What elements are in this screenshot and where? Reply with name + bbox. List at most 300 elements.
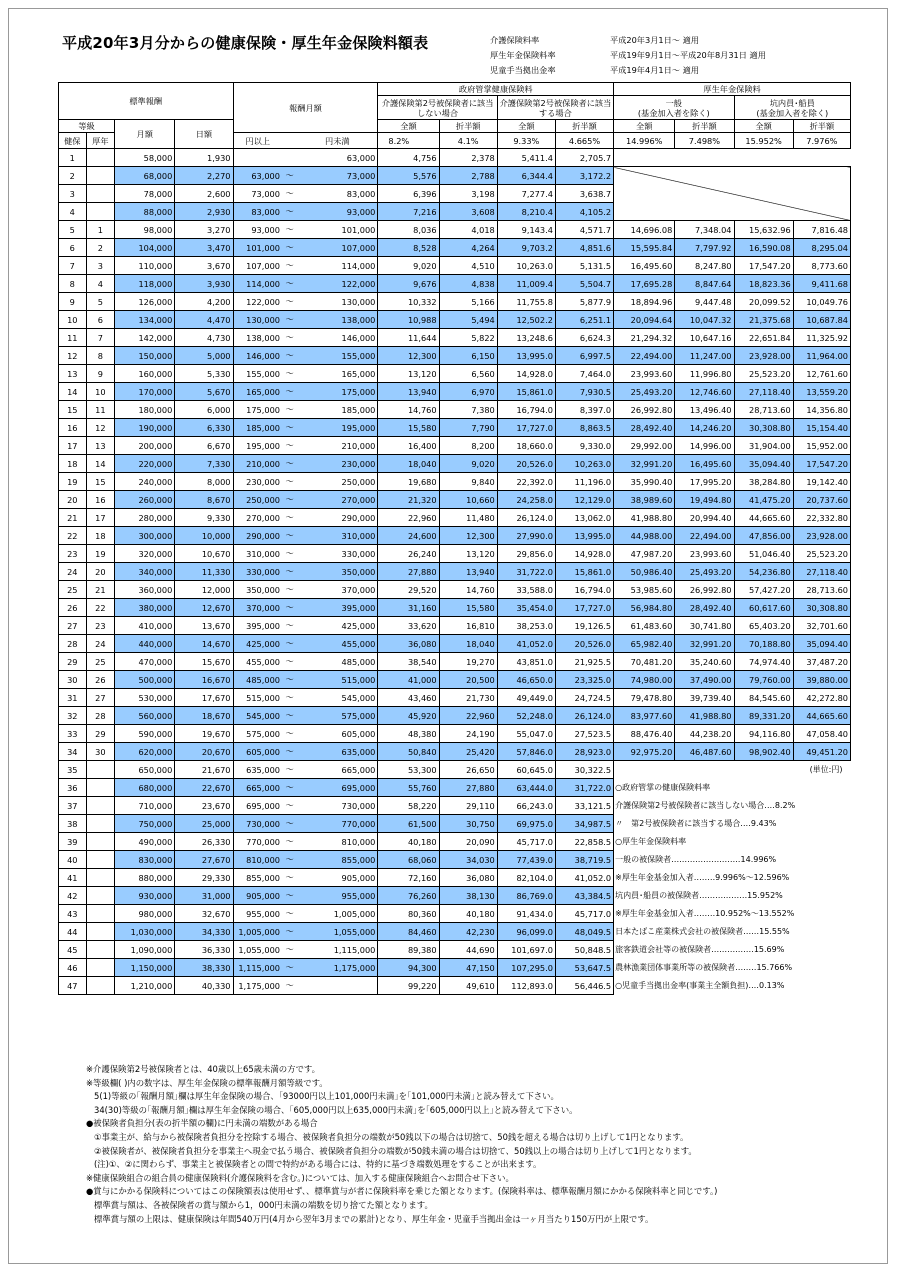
table-cell: 9,020 xyxy=(439,455,497,473)
table-cell: 43,460 xyxy=(378,689,439,707)
table-cell xyxy=(86,815,115,833)
table-cell: 25,493.20 xyxy=(614,383,675,401)
table-cell: 39 xyxy=(59,833,87,851)
table-cell: 65,982.40 xyxy=(614,635,675,653)
kounen-header: 厚年 xyxy=(86,133,115,149)
table-cell: 210,000 xyxy=(233,455,282,473)
table-cell: 14,760 xyxy=(378,401,439,419)
table-cell: 29,330 xyxy=(175,869,233,887)
table-cell: 18,040 xyxy=(378,455,439,473)
table-cell: 29 xyxy=(59,653,87,671)
table-cell: 11,247.00 xyxy=(675,347,734,365)
rate-cell: 8.2% xyxy=(378,133,439,149)
table-cell: ○厚生年金保険料率 xyxy=(614,833,851,851)
table-row xyxy=(59,743,851,761)
table-cell: 70,188.80 xyxy=(734,635,793,653)
table-cell: ～ xyxy=(282,167,297,185)
table-cell: 4,018 xyxy=(439,221,497,239)
table-cell: 23 xyxy=(59,545,87,563)
table-row xyxy=(59,797,851,815)
table-cell: 35,094.40 xyxy=(793,635,850,653)
table-cell: 11,480 xyxy=(439,509,497,527)
table-cell: 16 xyxy=(59,419,87,437)
table-cell: 260,000 xyxy=(115,491,175,509)
table-cell: 25,493.20 xyxy=(675,563,734,581)
table-cell: 28 xyxy=(86,707,115,725)
table-row xyxy=(59,581,851,599)
table-cell: 45,920 xyxy=(378,707,439,725)
table-cell: 13,062.0 xyxy=(555,509,613,527)
table-cell: 15,861.0 xyxy=(555,563,613,581)
table-cell: 19 xyxy=(86,545,115,563)
table-cell: 11 xyxy=(86,401,115,419)
table-row xyxy=(59,311,851,329)
table-row xyxy=(59,365,851,383)
table-cell: 4,510 xyxy=(439,257,497,275)
table-row xyxy=(59,329,851,347)
table-cell: 107,000 xyxy=(297,239,378,257)
table-cell: 195,000 xyxy=(233,437,282,455)
table-cell: 32,991.20 xyxy=(675,635,734,653)
table-cell: 33,588.0 xyxy=(497,581,555,599)
table-cell: 27,118.40 xyxy=(734,383,793,401)
table-cell: 24 xyxy=(59,563,87,581)
table-cell: 1,030,000 xyxy=(115,923,175,941)
table-cell: 7,790 xyxy=(439,419,497,437)
table-cell xyxy=(86,977,115,995)
table-cell: ～ xyxy=(282,869,297,887)
table-cell: 14,670 xyxy=(175,635,233,653)
table-cell: 98,000 xyxy=(115,221,175,239)
table-cell: 110,000 xyxy=(115,257,175,275)
table-cell: 11,755.8 xyxy=(497,293,555,311)
table-cell: 37,487.20 xyxy=(793,653,850,671)
table-cell: 15 xyxy=(59,401,87,419)
table-cell: 10 xyxy=(86,383,115,401)
table-cell: 12,746.60 xyxy=(675,383,734,401)
table-cell: 5,504.7 xyxy=(555,275,613,293)
table-cell: 4,105.2 xyxy=(555,203,613,221)
table-cell: 26,650 xyxy=(439,761,497,779)
table-cell: 25 xyxy=(86,653,115,671)
table-cell: 21,375.68 xyxy=(734,311,793,329)
table-cell: 50,848.5 xyxy=(555,941,613,959)
table-cell: 60,645.0 xyxy=(497,761,555,779)
table-cell: 21,730 xyxy=(439,689,497,707)
table-cell: 10,687.84 xyxy=(793,311,850,329)
table-cell: ○政府管掌の健康保険料率 xyxy=(614,779,851,797)
table-cell: 5,822 xyxy=(439,329,497,347)
table-cell: 5 xyxy=(59,221,87,239)
table-cell: ～ xyxy=(282,275,297,293)
table-cell: 13,670 xyxy=(175,617,233,635)
table-cell: 8 xyxy=(86,347,115,365)
table-cell: 20,099.52 xyxy=(734,293,793,311)
table-cell: 13,995.0 xyxy=(555,527,613,545)
table-cell: 1,210,000 xyxy=(115,977,175,995)
table-cell: 50,986.40 xyxy=(614,563,675,581)
table-cell: 165,000 xyxy=(297,365,378,383)
table-cell: ～ xyxy=(282,239,297,257)
table-cell: 19,126.5 xyxy=(555,617,613,635)
table-cell: 3,270 xyxy=(175,221,233,239)
table-cell: 19,680 xyxy=(378,473,439,491)
table-cell: 185,000 xyxy=(297,401,378,419)
table-cell: 12,300 xyxy=(439,527,497,545)
table-cell: 1,055,000 xyxy=(233,941,282,959)
table-cell: 36 xyxy=(59,779,87,797)
table-cell: 14,246.20 xyxy=(675,419,734,437)
table-cell: 7,816.48 xyxy=(793,221,850,239)
table-cell: 3,172.2 xyxy=(555,167,613,185)
table-cell: 26,240 xyxy=(378,545,439,563)
table-cell xyxy=(233,149,282,167)
table-cell: 42,230 xyxy=(439,923,497,941)
footnote: ●被保険者負担分(表の折半額の欄)に円未満の端数がある場合 xyxy=(86,1118,318,1129)
monthly-header: 月額 xyxy=(115,120,175,149)
table-cell: 3,930 xyxy=(175,275,233,293)
table-cell: 530,000 xyxy=(115,689,175,707)
table-cell: 605,000 xyxy=(297,725,378,743)
table-cell: 49,449.0 xyxy=(497,689,555,707)
table-cell: 16 xyxy=(86,491,115,509)
table-cell: ～ xyxy=(282,887,297,905)
table-cell: 25,420 xyxy=(439,743,497,761)
table-cell: 27,523.5 xyxy=(555,725,613,743)
table-cell: 22,960 xyxy=(378,509,439,527)
table-cell: 43,851.0 xyxy=(497,653,555,671)
table-cell: 24 xyxy=(86,635,115,653)
table-cell: 34,330 xyxy=(175,923,233,941)
table-cell: 2,705.7 xyxy=(555,149,613,167)
table-cell: 37 xyxy=(59,797,87,815)
table-cell: 455,000 xyxy=(297,635,378,653)
table-cell: 12,000 xyxy=(175,581,233,599)
table-cell: 905,000 xyxy=(233,887,282,905)
table-cell: 8,397.0 xyxy=(555,401,613,419)
table-cell: 26,124.0 xyxy=(497,509,555,527)
table-cell: 32,991.20 xyxy=(614,455,675,473)
table-cell: 485,000 xyxy=(233,671,282,689)
table-cell: 46,650.0 xyxy=(497,671,555,689)
table-cell: 665,000 xyxy=(297,761,378,779)
table-cell: 650,000 xyxy=(115,761,175,779)
table-cell: 38,540 xyxy=(378,653,439,671)
table-row xyxy=(59,563,851,581)
table-row xyxy=(59,635,851,653)
table-cell: 370,000 xyxy=(233,599,282,617)
table-cell: 17 xyxy=(86,509,115,527)
table-cell: 1,055,000 xyxy=(297,923,378,941)
table-cell: ～ xyxy=(282,383,297,401)
table-cell: 23,670 xyxy=(175,797,233,815)
table-cell: 300,000 xyxy=(115,527,175,545)
table-cell: 15,580 xyxy=(439,599,497,617)
table-cell: 7,216 xyxy=(378,203,439,221)
table-cell: 68,060 xyxy=(378,851,439,869)
table-cell xyxy=(86,185,115,203)
table-cell: 79,760.00 xyxy=(734,671,793,689)
table-cell: 19,270 xyxy=(439,653,497,671)
table-cell: 6 xyxy=(59,239,87,257)
table-cell: 5,166 xyxy=(439,293,497,311)
table-cell: 51,046.40 xyxy=(734,545,793,563)
table-cell: ～ xyxy=(282,851,297,869)
table-cell: 46 xyxy=(59,959,87,977)
table-cell: ～ xyxy=(282,599,297,617)
table-cell: 330,000 xyxy=(233,563,282,581)
table-cell: 47,856.00 xyxy=(734,527,793,545)
table-cell: 107,000 xyxy=(233,257,282,275)
table-cell: 5,000 xyxy=(175,347,233,365)
table-cell: ～ xyxy=(282,743,297,761)
table-cell: 38,989.60 xyxy=(614,491,675,509)
table-cell: 20 xyxy=(59,491,87,509)
table-row xyxy=(59,491,851,509)
table-cell: 1,175,000 xyxy=(297,959,378,977)
table-cell: 22,651.84 xyxy=(734,329,793,347)
table-cell: 710,000 xyxy=(115,797,175,815)
table-cell: 5 xyxy=(86,293,115,311)
table-cell: 101,000 xyxy=(233,239,282,257)
table-cell: 4,851.6 xyxy=(555,239,613,257)
table-cell: 855,000 xyxy=(233,869,282,887)
table-cell: 13 xyxy=(59,365,87,383)
table-cell: ～ xyxy=(282,707,297,725)
pension-header: 厚生年金保険料 xyxy=(614,83,851,96)
table-cell: 24,724.5 xyxy=(555,689,613,707)
table-cell: 310,000 xyxy=(297,527,378,545)
table-cell: 8,000 xyxy=(175,473,233,491)
table-row xyxy=(59,293,851,311)
table-row xyxy=(59,149,851,167)
table-cell: 13,120 xyxy=(378,365,439,383)
table-cell: 930,000 xyxy=(115,887,175,905)
footnote: ●賞与にかかる保険料についてはこの保険額表は使用せず、、標準賞与が者に保険料率を乗じた額となります。(保険料率は、標準報酬月額にかかる保険料率と同じです。) xyxy=(86,1186,718,1197)
table-cell: 11,009.4 xyxy=(497,275,555,293)
table-cell: 日本たばこ産業株式会社の被保険者‥‥‥15.55% xyxy=(614,923,851,941)
table-cell: 14,356.80 xyxy=(793,401,850,419)
table-cell: 101,000 xyxy=(297,221,378,239)
table-cell: 185,000 xyxy=(233,419,282,437)
table-cell: 1 xyxy=(59,149,87,167)
table-cell: 63,000 xyxy=(233,167,282,185)
table-cell: 23,928.00 xyxy=(734,347,793,365)
table-row xyxy=(59,221,851,239)
table-cell: 280,000 xyxy=(115,509,175,527)
gov-col1-header: 介護保険第2号被保険者に該当しない場合 xyxy=(378,96,497,120)
table-cell: 8,036 xyxy=(378,221,439,239)
table-cell: 12,761.60 xyxy=(793,365,850,383)
table-cell: ～ xyxy=(282,527,297,545)
table-cell: 9,143.4 xyxy=(497,221,555,239)
table-cell: 89,331.20 xyxy=(734,707,793,725)
table-cell: 50,840 xyxy=(378,743,439,761)
table-cell: 490,000 xyxy=(115,833,175,851)
table-cell: 41,052.0 xyxy=(555,869,613,887)
table-cell: 57,846.0 xyxy=(497,743,555,761)
table-cell: 30,322.5 xyxy=(555,761,613,779)
table-cell: 2,600 xyxy=(175,185,233,203)
table-cell: 9,330.0 xyxy=(555,437,613,455)
table-cell: 22,960 xyxy=(439,707,497,725)
table-cell: 104,000 xyxy=(115,239,175,257)
table-row xyxy=(59,977,851,995)
table-cell: 99,220 xyxy=(378,977,439,995)
table-cell: ～ xyxy=(282,761,297,779)
table-cell: 12 xyxy=(86,419,115,437)
table-cell: 6,624.3 xyxy=(555,329,613,347)
table-cell: 21 xyxy=(86,581,115,599)
table-cell xyxy=(86,905,115,923)
table-cell: 6,344.4 xyxy=(497,167,555,185)
table-cell: 66,243.0 xyxy=(497,797,555,815)
table-cell: 10,263.0 xyxy=(555,455,613,473)
table-cell: 73,000 xyxy=(233,185,282,203)
table-cell: 21,320 xyxy=(378,491,439,509)
table-cell: 4,730 xyxy=(175,329,233,347)
table-row xyxy=(59,833,851,851)
table-cell xyxy=(282,149,297,167)
table-cell: 6,560 xyxy=(439,365,497,383)
table-cell: 18 xyxy=(59,455,87,473)
table-cell: 29,856.0 xyxy=(497,545,555,563)
table-cell: 43,384.5 xyxy=(555,887,613,905)
table-cell: 2,378 xyxy=(439,149,497,167)
table-cell: 605,000 xyxy=(233,743,282,761)
table-cell: 91,434.0 xyxy=(497,905,555,923)
table-cell: 16,794.0 xyxy=(555,581,613,599)
table-cell: 10,660 xyxy=(439,491,497,509)
rate-cell: 9.33% xyxy=(497,133,555,149)
table-cell: 21 xyxy=(59,509,87,527)
table-cell: 15,595.84 xyxy=(614,239,675,257)
table-cell: 74,974.40 xyxy=(734,653,793,671)
table-cell: 905,000 xyxy=(297,869,378,887)
table-cell: 155,000 xyxy=(233,365,282,383)
table-cell: 41 xyxy=(59,869,87,887)
table-cell: 290,000 xyxy=(297,509,378,527)
table-cell: 20,094.64 xyxy=(614,311,675,329)
table-cell: 40 xyxy=(59,851,87,869)
table-cell: 210,000 xyxy=(297,437,378,455)
table-cell: 26,992.80 xyxy=(675,581,734,599)
table-cell: 515,000 xyxy=(297,671,378,689)
above-header: 円以上 xyxy=(233,133,282,149)
table-cell: 8,773.60 xyxy=(793,257,850,275)
table-cell: 130,000 xyxy=(233,311,282,329)
table-cell: 23,325.0 xyxy=(555,671,613,689)
table-cell: 38,130 xyxy=(439,887,497,905)
table-cell: 635,000 xyxy=(233,761,282,779)
table-cell: 10,263.0 xyxy=(497,257,555,275)
table-cell: 12,502.2 xyxy=(497,311,555,329)
daily-header: 日額 xyxy=(175,120,233,149)
table-row xyxy=(59,347,851,365)
table-cell xyxy=(86,149,115,167)
table-cell: 33,121.5 xyxy=(555,797,613,815)
table-cell: 138,000 xyxy=(233,329,282,347)
table-cell: 31,722.0 xyxy=(555,779,613,797)
table-cell: 36,080 xyxy=(378,635,439,653)
table-cell: 15,952.00 xyxy=(793,437,850,455)
table-cell: 26,992.80 xyxy=(614,401,675,419)
table-cell: 28,492.40 xyxy=(675,599,734,617)
table-row xyxy=(59,725,851,743)
table-cell: ～ xyxy=(282,401,297,419)
table-cell: 8,210.4 xyxy=(497,203,555,221)
table-cell: 5,576 xyxy=(378,167,439,185)
table-cell: 1,150,000 xyxy=(115,959,175,977)
table-cell: 93,000 xyxy=(297,203,378,221)
table-cell: 30 xyxy=(86,743,115,761)
table-cell: ～ xyxy=(282,545,297,563)
table-cell: 620,000 xyxy=(115,743,175,761)
table-cell: 46,487.60 xyxy=(675,743,734,761)
standard-header: 標準報酬 xyxy=(59,83,234,120)
table-cell: 17 xyxy=(59,437,87,455)
full-header: 全額 xyxy=(614,120,675,133)
table-cell: 36,080 xyxy=(439,869,497,887)
table-cell: 14,760 xyxy=(439,581,497,599)
table-cell: 13,940 xyxy=(378,383,439,401)
table-cell: 47,058.40 xyxy=(793,725,850,743)
table-cell: 27,880 xyxy=(378,563,439,581)
table-cell: (単位:円) xyxy=(614,761,851,779)
table-cell: 560,000 xyxy=(115,707,175,725)
table-cell: 30,308.80 xyxy=(734,419,793,437)
table-cell: 44,665.60 xyxy=(793,707,850,725)
table-cell: 16,495.60 xyxy=(614,257,675,275)
table-cell: 146,000 xyxy=(233,347,282,365)
table-cell: 74,980.00 xyxy=(614,671,675,689)
table-cell: 22 xyxy=(86,599,115,617)
table-cell: 11,325.92 xyxy=(793,329,850,347)
table-cell: 20,526.0 xyxy=(497,455,555,473)
table-cell: 8 xyxy=(59,275,87,293)
table-cell: 24,190 xyxy=(439,725,497,743)
table-cell: 20,670 xyxy=(175,743,233,761)
table-cell: 7,380 xyxy=(439,401,497,419)
table-cell: 49,451.20 xyxy=(793,743,850,761)
table-cell: 9,020 xyxy=(378,257,439,275)
table-cell: 2,788 xyxy=(439,167,497,185)
table-cell: 360,000 xyxy=(115,581,175,599)
table-cell: 25,523.20 xyxy=(793,545,850,563)
table-cell: 29,110 xyxy=(439,797,497,815)
table-cell: 11,644 xyxy=(378,329,439,347)
table-cell: 55,760 xyxy=(378,779,439,797)
table-cell: 17,670 xyxy=(175,689,233,707)
table-cell: 52,248.0 xyxy=(497,707,555,725)
table-cell: 44 xyxy=(59,923,87,941)
table-row xyxy=(59,239,851,257)
table-cell: 84,545.60 xyxy=(734,689,793,707)
table-cell: 23,993.60 xyxy=(614,365,675,383)
table-cell: 49,610 xyxy=(439,977,497,995)
table-cell: 15,670 xyxy=(175,653,233,671)
table-cell: 9 xyxy=(86,365,115,383)
table-cell: ～ xyxy=(282,419,297,437)
table-cell: 6,150 xyxy=(439,347,497,365)
table-cell: 21,670 xyxy=(175,761,233,779)
table-row xyxy=(59,887,851,905)
table-cell: 42 xyxy=(59,887,87,905)
table-cell: 17,695.28 xyxy=(614,275,675,293)
table-cell: 32,670 xyxy=(175,905,233,923)
table-cell: 16,670 xyxy=(175,671,233,689)
table-cell: 230,000 xyxy=(233,473,282,491)
